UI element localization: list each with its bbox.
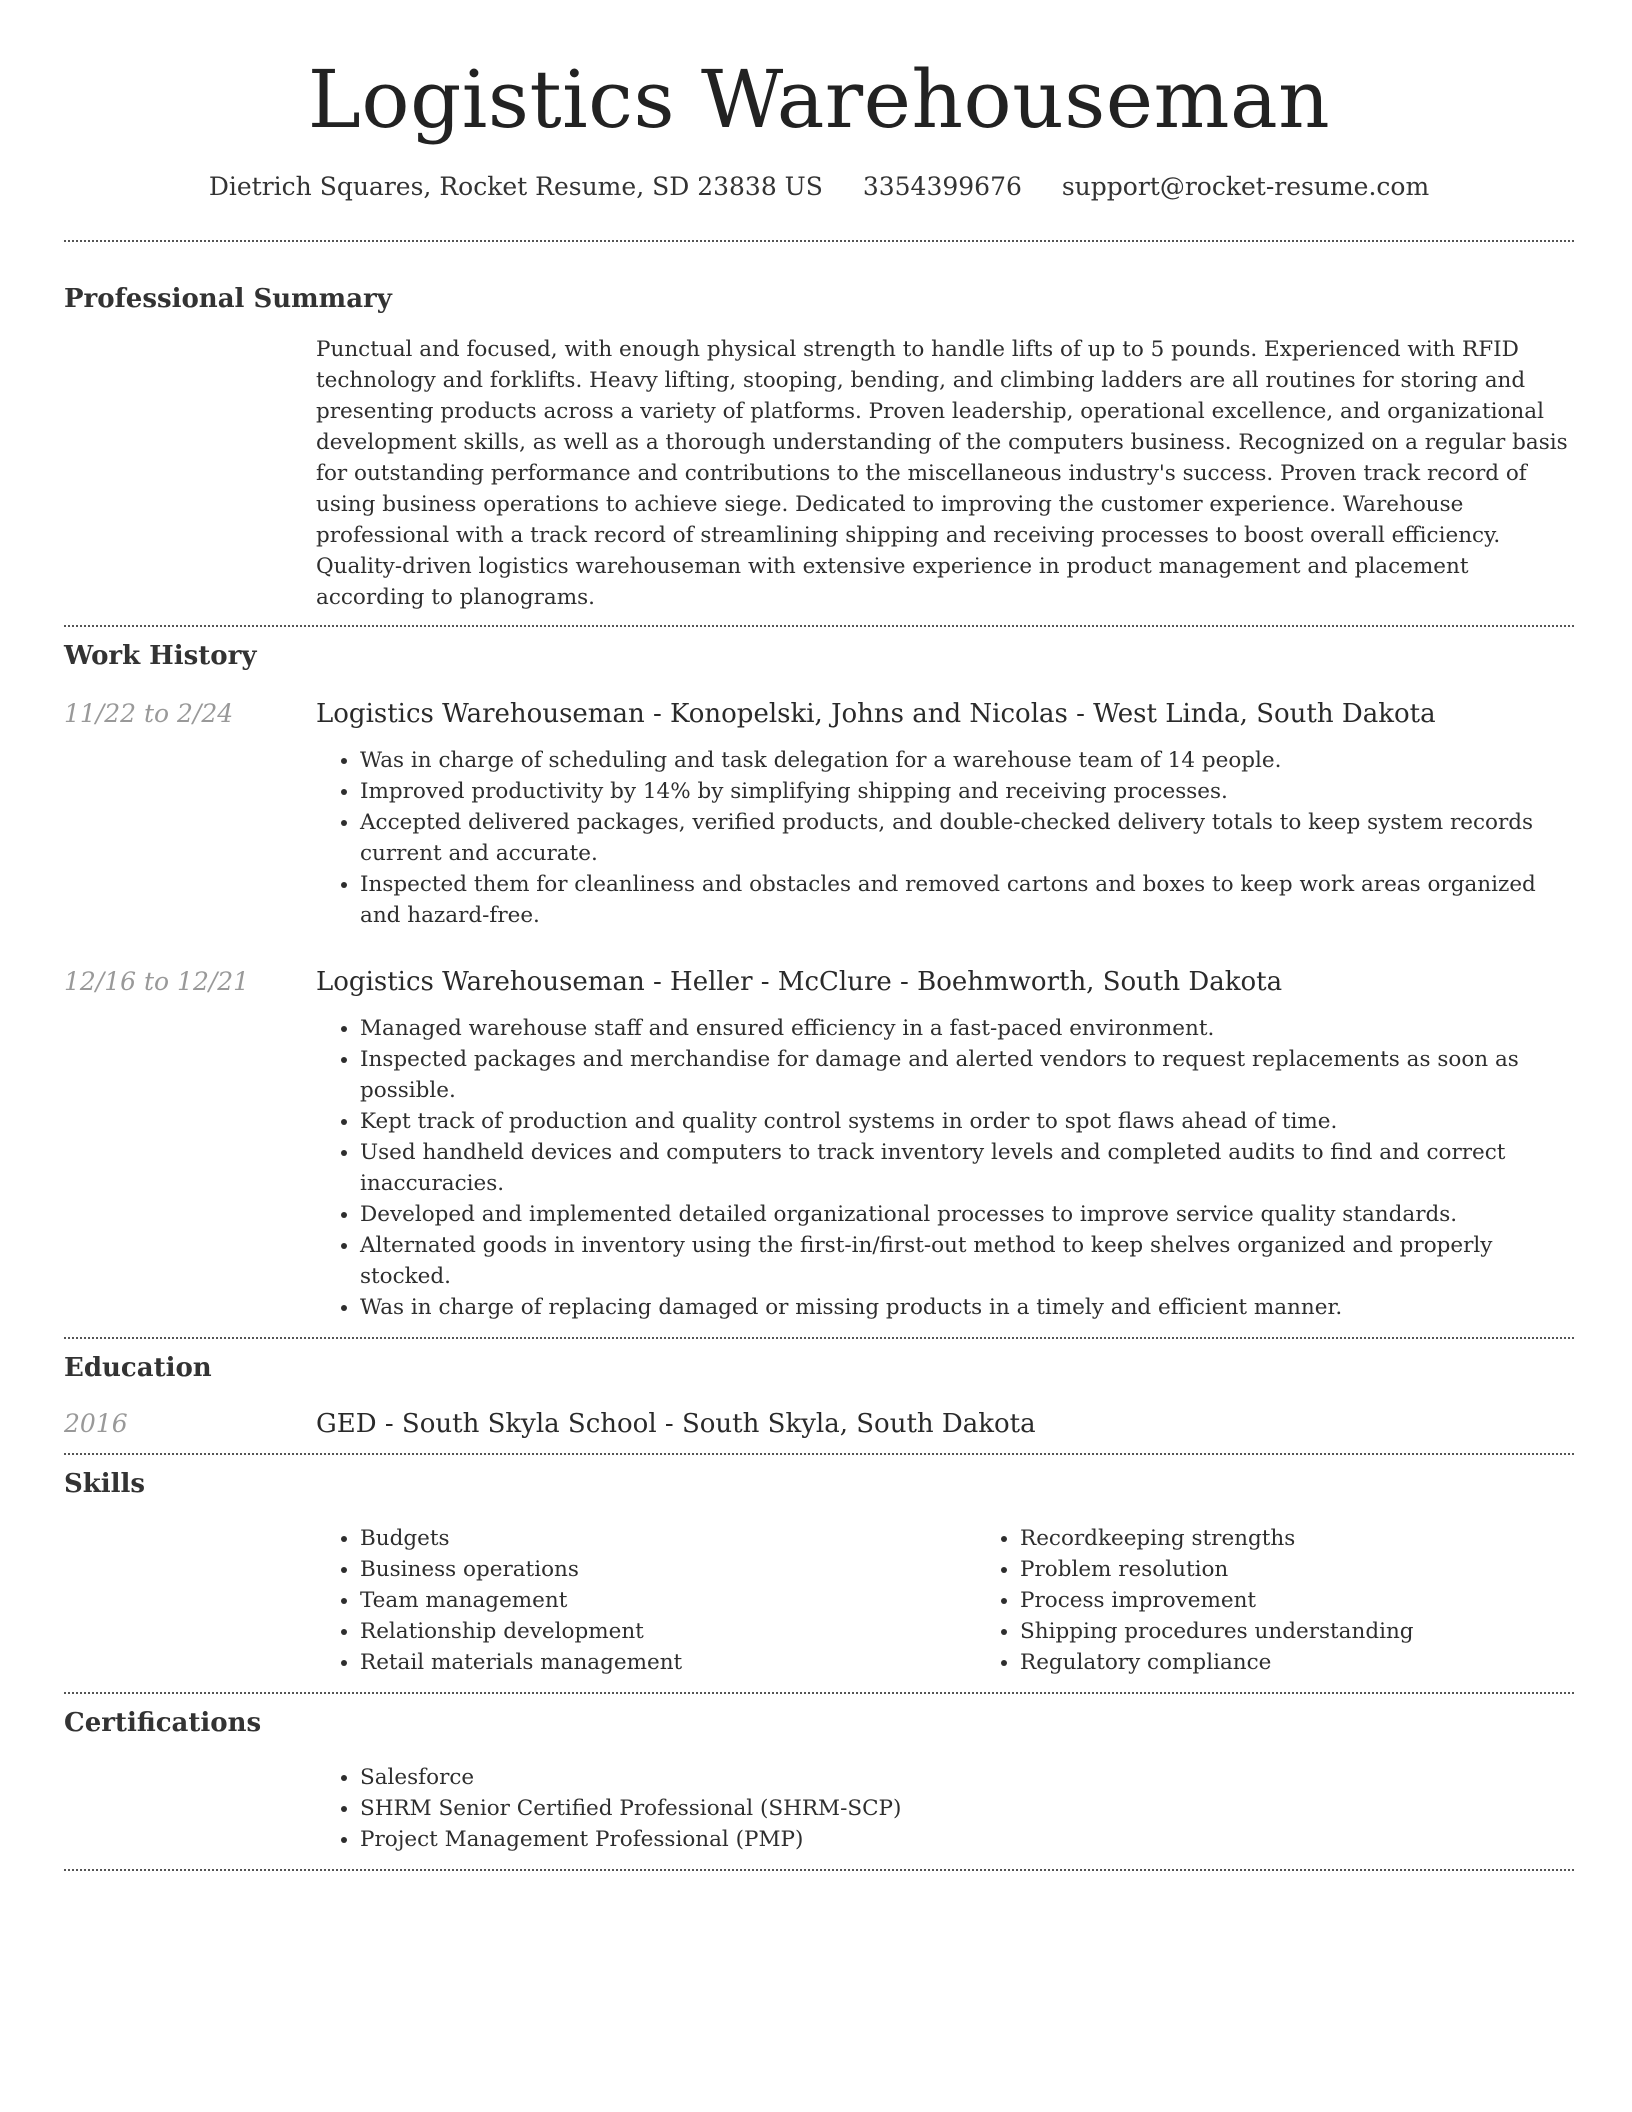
skills-list-col1	[316, 1523, 976, 1678]
list-item: • Recordkeeping strengths	[1020, 1523, 1632, 1554]
divider	[64, 240, 1574, 242]
list-item: • Regulatory compliance	[1020, 1647, 1632, 1678]
education-detail: GED - South Skyla School - South Skyla, South Dakota	[316, 1409, 1036, 1439]
contact-address: Dietrich Squares, Rocket Resume, SD 23838 US	[208, 172, 823, 201]
divider	[64, 625, 1574, 627]
divider	[64, 1453, 1574, 1455]
skills-left-gutter	[64, 1523, 316, 1678]
job-title: Logistics Warehouseman - Heller - McClure - Boehmworth, South Dakota	[316, 967, 1283, 997]
section-heading-education: Education	[64, 1353, 212, 1383]
list-item: • Project Management Professional (PMP)	[360, 1824, 1574, 1855]
divider	[64, 1337, 1574, 1339]
certifications-row	[64, 1762, 1574, 1855]
list-item: • Was in charge of replacing damaged or missing products in a timely and efficient manner.	[360, 1292, 1574, 1323]
job-dates: 11/22 to 2/24	[64, 699, 234, 728]
resume-title: Logistics Warehouseman	[307, 53, 1331, 146]
job-dates: 12/16 to 12/21	[64, 967, 250, 996]
education-entry	[64, 1407, 1574, 1441]
list-item: • Business operations	[360, 1554, 976, 1585]
education-year: 2016	[64, 1409, 128, 1438]
list-item: • Improved productivity by 14% by simplifying shipping and receiving processes.	[360, 776, 1574, 807]
list-item: • Was in charge of scheduling and task delegation for a warehouse team of 14 people.	[360, 745, 1574, 776]
list-item: • Problem resolution	[1020, 1554, 1632, 1585]
section-heading-skills: Skills	[64, 1469, 146, 1499]
job-title: Logistics Warehouseman - Konopelski, Johns and Nicolas - West Linda, South Dakota	[316, 699, 1436, 729]
skills-row	[64, 1523, 1574, 1678]
resume-page	[64, 0, 1574, 1871]
job-bullets	[316, 745, 1574, 931]
section-heading-summary: Professional Summary	[64, 284, 392, 314]
list-item: • Budgets	[360, 1523, 976, 1554]
job-entry	[64, 965, 1574, 1323]
list-item: • Developed and implemented detailed organizational processes to improve service quality standards.	[360, 1199, 1574, 1230]
divider	[64, 1869, 1574, 1871]
list-item: • Retail materials management	[360, 1647, 976, 1678]
section-heading-work: Work History	[64, 641, 257, 671]
section-heading-certifications: Certifications	[64, 1708, 262, 1738]
contact-line	[64, 170, 1574, 204]
certifications-left-gutter	[64, 1762, 316, 1855]
list-item: • Relationship development	[360, 1616, 976, 1647]
list-item: • Used handheld devices and computers to track inventory levels and completed audits to find and correct inaccuracies.	[360, 1137, 1574, 1199]
certifications-list	[316, 1762, 1574, 1855]
list-item: • Kept track of production and quality control systems in order to spot flaws ahead of time.	[360, 1106, 1574, 1137]
list-item: • Alternated goods in inventory using the first-in/first-out method to keep shelves organized and properly stocked.	[360, 1230, 1574, 1292]
list-item: • Inspected them for cleanliness and obstacles and removed cartons and boxes to keep work areas organized and hazard-free.	[360, 869, 1574, 931]
summary-left-gutter	[64, 334, 316, 613]
divider	[64, 1692, 1574, 1694]
list-item: • Shipping procedures understanding	[1020, 1616, 1632, 1647]
list-item: • Team management	[360, 1585, 976, 1616]
list-item: • Salesforce	[360, 1762, 1574, 1793]
list-item: • SHRM Senior Certified Professional (SHRM-SCP)	[360, 1793, 1574, 1824]
skills-list-col2	[976, 1523, 1632, 1678]
summary-text: Punctual and focused, with enough physical strength to handle lifts of up to 5 pounds. Experienced with RFID technology and forklifts. Heavy lifting, stooping, bending, and climbing ladders are all routines for storing and presenting products across a variety of platforms. Proven leadership, operational excellence, and organizational development skills, as well as a thorough understanding of the computers business. Recognized on a regular basis for outstanding performance and contributions to the miscellaneous industry's success. Proven track record of using business operations to achieve siege. Dedicated to improving the customer experience. Warehouse professional with a track record of streamlining shipping and receiving processes to boost overall efficiency. Quality-driven logistics warehouseman with extensive experience in product management and placement according to planograms.	[316, 337, 1568, 610]
summary-row	[64, 334, 1574, 613]
list-item: • Accepted delivered packages, verified products, and double-checked delivery totals to keep system records current and accurate.	[360, 807, 1574, 869]
list-item: • Inspected packages and merchandise for damage and alerted vendors to request replacements as soon as possible.	[360, 1044, 1574, 1106]
contact-phone: 3354399676	[862, 172, 1022, 201]
job-bullets	[316, 1013, 1574, 1323]
contact-email: support@rocket-resume.com	[1061, 172, 1430, 201]
list-item: • Process improvement	[1020, 1585, 1632, 1616]
list-item: • Managed warehouse staff and ensured efficiency in a fast-paced environment.	[360, 1013, 1574, 1044]
job-entry	[64, 697, 1574, 931]
